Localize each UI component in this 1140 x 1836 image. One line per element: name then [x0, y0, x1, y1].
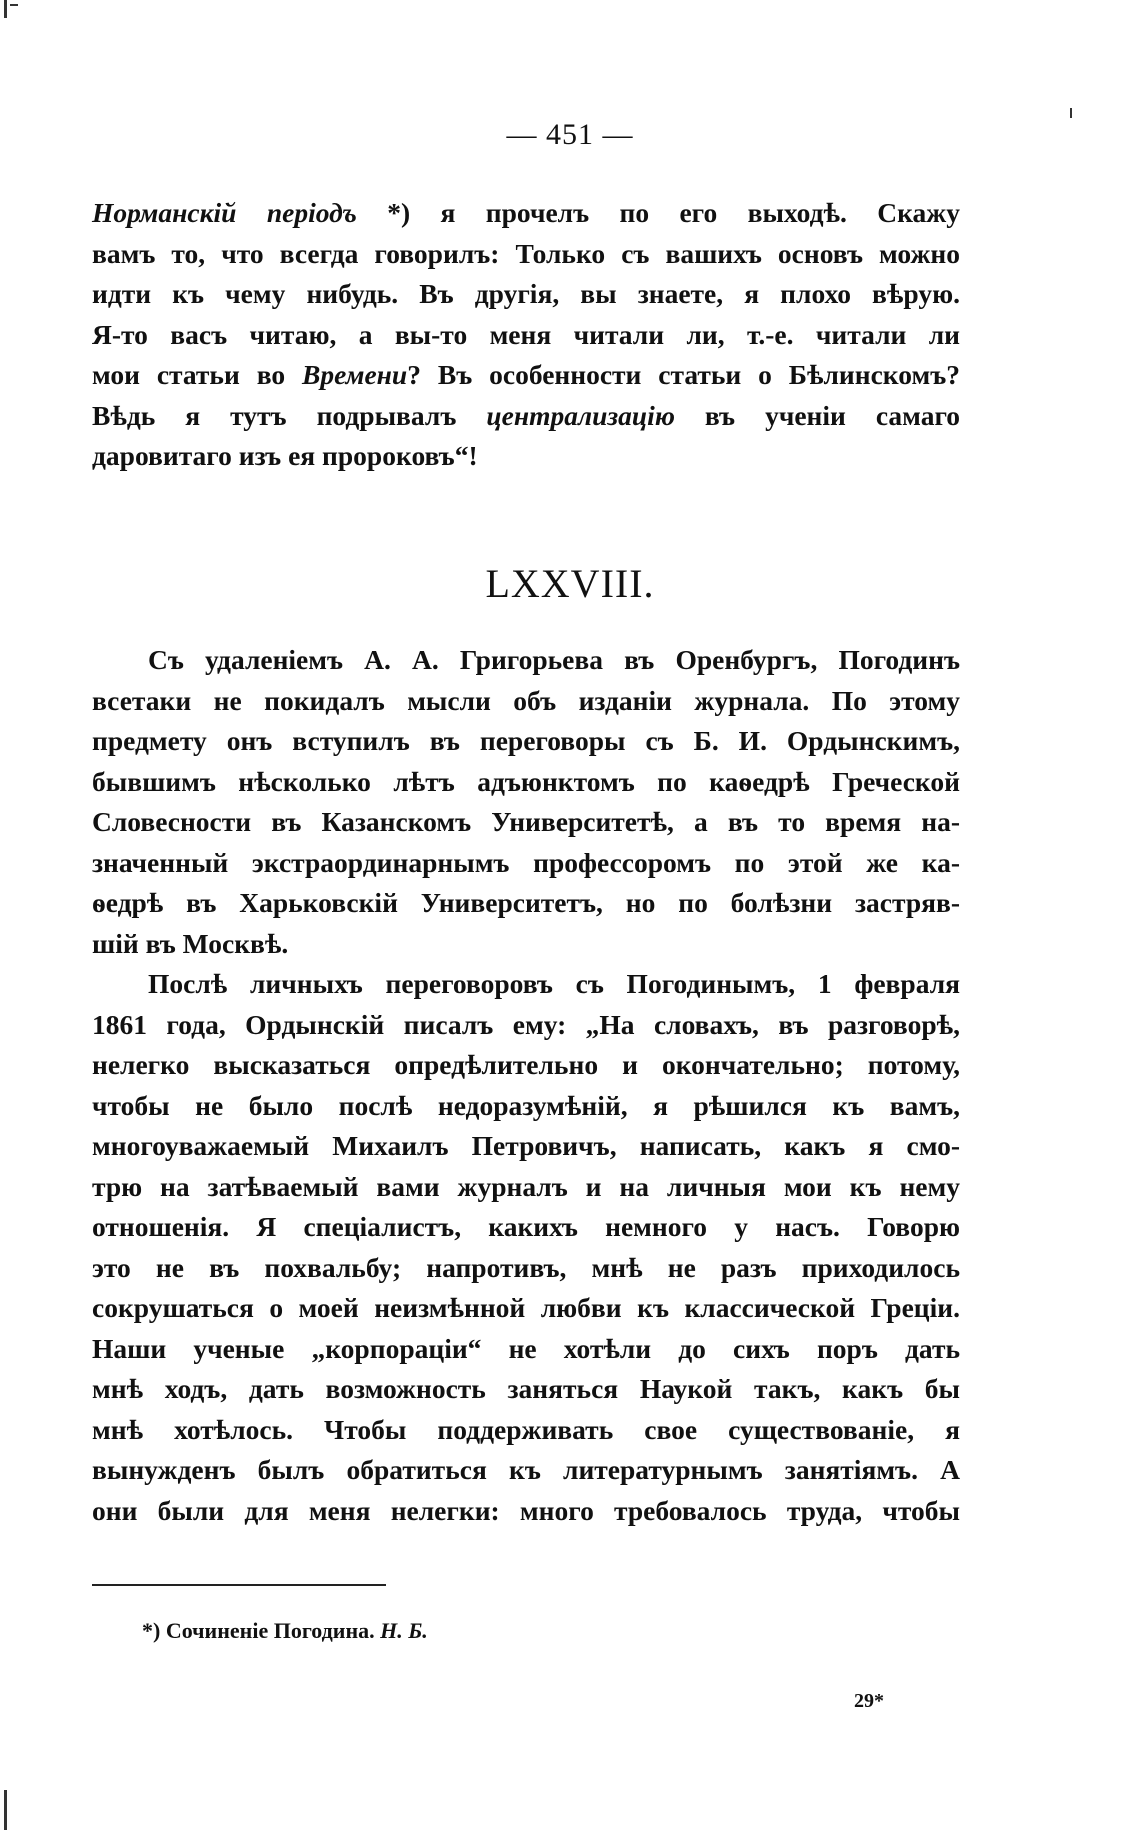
text-line: Наши ученые „корпораціи“ не хотѣли до сихъ поръ дать	[92, 1332, 960, 1364]
footnote-initials: Н. Б.	[380, 1618, 428, 1643]
text-line: 1861 года, Ордынскій писалъ ему: „На словахъ, въ разговорѣ,	[92, 1008, 960, 1040]
text-line: идти къ чему нибудь. Въ другія, вы знаете, я плохо вѣрую.	[92, 278, 960, 309]
text-line: вынужденъ былъ обратиться къ литературнымъ занятіямъ. А	[92, 1454, 960, 1485]
text-line	[92, 193, 960, 234]
text-line: Послѣ личныхъ переговоровъ съ Погодинымъ, 1 февраля	[148, 968, 960, 999]
signature-mark: 29*	[854, 1690, 884, 1712]
paragraph-letter-quote	[92, 193, 960, 477]
italic-term: централизацію	[486, 399, 675, 431]
scan-speck	[1070, 108, 1072, 118]
paragraph-body	[92, 640, 960, 1531]
text-line: сокрушаться о моей неизмѣнной любви къ классической Греціи.	[92, 1292, 960, 1323]
text-line: ѳедрѣ въ Харьковскій Университетъ, но по болѣзни застряв-	[92, 887, 960, 918]
text-span: въ ученіи самаго	[674, 399, 960, 431]
page-number: — 451 —	[506, 118, 634, 151]
text-line: бывшимъ нѣсколько лѣтъ адъюнктомъ по каѳедрѣ Греческой	[92, 765, 960, 797]
text-line	[92, 396, 960, 437]
text-span: Вѣдь я тутъ подрывалъ	[92, 399, 487, 431]
footnote-divider	[92, 1584, 386, 1586]
text-line: предмету онъ вступилъ въ переговоры съ Б. И. Ордынскимъ,	[92, 725, 960, 756]
chapter-heading: LXXVIII.	[485, 561, 655, 606]
footnote	[142, 1618, 428, 1644]
text-line: отношенія. Я спеціалистъ, какихъ немного у насъ. Говорю	[92, 1211, 960, 1242]
text-line: шій въ Москвѣ.	[92, 927, 289, 959]
text-span: ? Въ особенности статьи о Бѣлинскомъ?	[407, 359, 960, 390]
scan-speck	[4, 0, 7, 18]
text-line: чтобы не было послѣ недоразумѣній, я рѣшился къ вамъ,	[92, 1089, 960, 1121]
text-line: Словесности въ Казанскомъ Университетѣ, а въ то время на-	[92, 806, 960, 837]
text-line: вамъ то, что всегда говорилъ: Только съ вашихъ основъ можно	[92, 237, 960, 269]
text-line: нелегко высказаться опредѣлительно и окончательно; потому,	[92, 1049, 960, 1080]
scan-speck	[4, 1790, 7, 1830]
scan-speck	[10, 4, 18, 6]
text-line	[92, 355, 960, 396]
text-line: Съ удаленіемъ А. А. Григорьева въ Оренбургъ, Погодинъ	[148, 644, 960, 675]
text-line: трю на затѣваемый вами журналъ и на личныя мои къ нему	[92, 1170, 960, 1202]
text-line: это не въ похвальбу; напротивъ, мнѣ не разъ приходилось	[92, 1251, 960, 1283]
text-span: *) я прочелъ по его выходѣ. Скажу	[356, 197, 960, 228]
text-line: мнѣ хотѣлось. Чтобы поддерживать свое существованіе, я	[92, 1413, 960, 1445]
text-line: значенный экстраординарнымъ профессоромъ по этой же ка-	[92, 846, 960, 878]
italic-title: Норманскій періодъ	[92, 197, 357, 228]
text-line: мнѣ ходъ, дать возможность заняться Наукой такъ, какъ бы	[92, 1373, 960, 1404]
text-line: Я-то васъ читаю, а вы-то меня читали ли, т.-е. читали ли	[92, 318, 960, 350]
italic-journal-name: Времени	[302, 359, 408, 390]
text-span: мои статьи во	[92, 359, 302, 390]
text-line: они были для меня нелегки: много требовалось труда, чтобы	[92, 1494, 960, 1526]
footnote-text: *) Сочиненіе Погодина.	[142, 1618, 381, 1643]
text-line: всетаки не покидалъ мысли объ изданіи журнала. По этому	[92, 684, 960, 716]
text-line: даровитаго изъ ея пророковъ“!	[92, 440, 478, 471]
text-line: многоуважаемый Михаилъ Петровичъ, написать, какъ я смо-	[92, 1130, 960, 1161]
